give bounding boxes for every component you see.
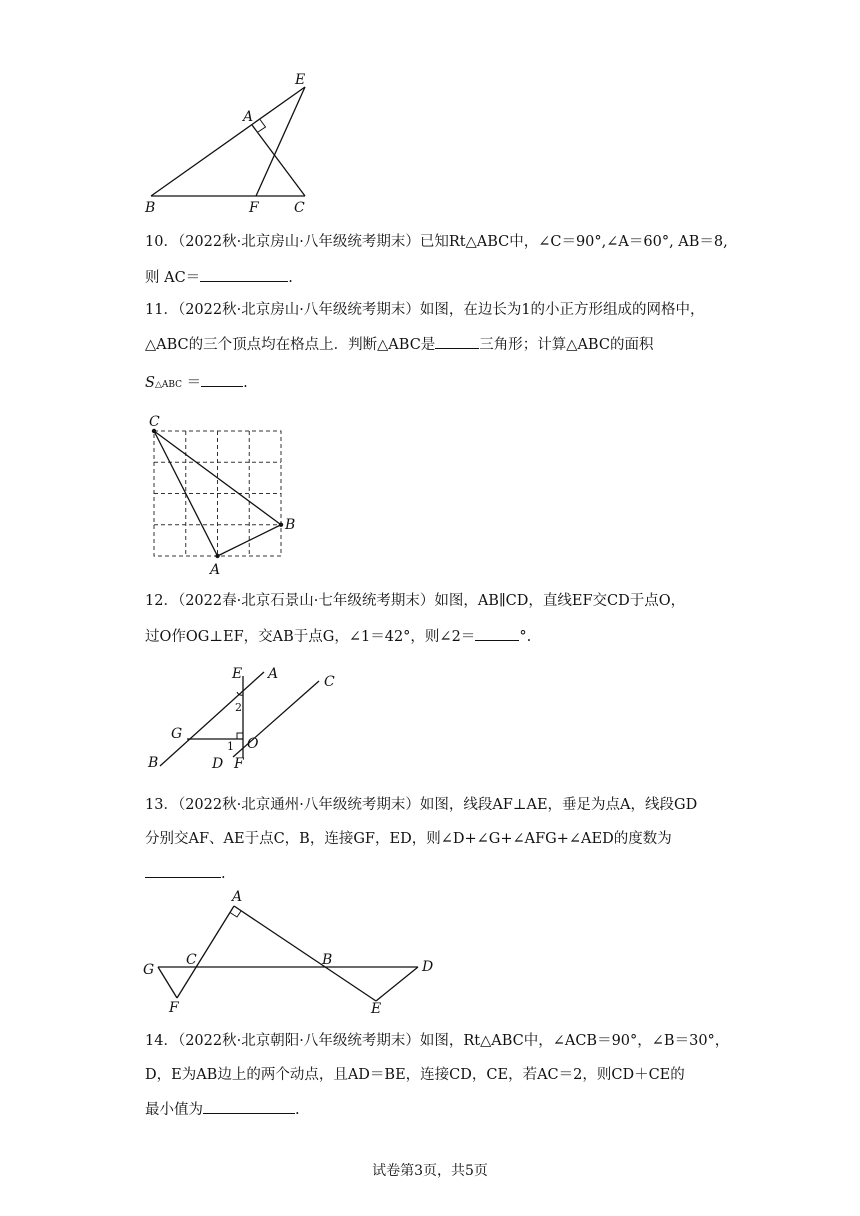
label-E: E	[232, 666, 243, 682]
segment-EF	[256, 87, 305, 196]
vertex-B	[279, 523, 283, 527]
q14-number: 14．	[145, 1033, 178, 1049]
label-E: E	[371, 1001, 382, 1017]
q10-source: （2022秋·北京房山·八年级统考期末）	[177, 234, 420, 250]
q11-source: （2022秋·北京房山·八年级统考期末）	[177, 302, 420, 318]
figure-q11-grid	[140, 410, 310, 580]
question-11	[145, 300, 725, 320]
question-12-line2	[145, 625, 725, 647]
q12-source: （2022春·北京石景山·七年级统考期末）	[177, 593, 435, 609]
label-E: E	[295, 72, 306, 88]
label-C: C	[324, 674, 335, 690]
label-angle-1: 1	[227, 740, 234, 753]
question-12	[145, 591, 725, 611]
label-D: D	[212, 756, 224, 772]
q13-text: 如图，线段AF⊥AE，垂足为点A，线段GD	[419, 797, 698, 813]
q14-source: （2022秋·北京朝阳·八年级统考期末）	[177, 1033, 420, 1049]
right-angle-mark	[230, 911, 241, 917]
right-angle-mark	[258, 120, 266, 133]
figure-q12	[140, 664, 360, 779]
q11-s-subscript: △ABC	[154, 380, 183, 390]
label-angle-2: 2	[235, 701, 242, 714]
q14-line2: D，E为AB边上的两个动点，且AD＝BE，连接CD，CE，若AC＝2，则CD＋CE的	[145, 1067, 685, 1083]
question-13	[145, 795, 725, 815]
segment-BE	[151, 87, 305, 196]
q12-number: 12．	[145, 593, 178, 609]
q10-end: .	[288, 270, 293, 286]
segment-ED	[376, 967, 418, 1001]
segment-GF	[158, 967, 177, 998]
question-10	[145, 232, 728, 252]
q11-end: .	[243, 375, 248, 391]
label-B: B	[145, 200, 156, 216]
label-D: D	[422, 959, 434, 975]
q10-line2: 则 AC＝	[145, 270, 201, 286]
question-13-line2	[145, 829, 725, 849]
label-B: B	[322, 952, 333, 968]
q11-line2b: 三角形；计算△ABC的面积	[479, 337, 654, 353]
label-F: F	[234, 756, 244, 772]
q10-number: 10．	[145, 234, 178, 250]
q10-text: 已知Rt△ABC中，∠C＝90°,∠A＝60°, AB＝8,	[419, 234, 728, 250]
label-O: O	[247, 736, 259, 752]
q13-end: .	[221, 866, 226, 882]
question-14-line3	[145, 1098, 725, 1120]
label-A: A	[243, 109, 254, 125]
q13-answer-blank[interactable]	[145, 862, 221, 878]
q11-s-symbol: S	[145, 375, 155, 391]
question-11-line2	[145, 333, 725, 355]
segment-AC	[252, 125, 305, 196]
figure-q13	[140, 885, 450, 1015]
q14-end: .	[295, 1102, 300, 1118]
q12-line2b: °.	[519, 629, 532, 645]
label-F: F	[249, 200, 259, 216]
label-G: G	[143, 962, 155, 978]
page-footer: 试卷第3页，共5页	[372, 1163, 488, 1179]
q11-line2a: △ABC的三个顶点均在格点上．判断△ABC是	[145, 337, 436, 353]
question-11-line3	[145, 371, 725, 395]
q12-text: 如图，AB∥CD，直线EF交CD于点O，	[434, 593, 686, 609]
q14-answer-blank[interactable]	[203, 1098, 295, 1114]
label-C: C	[294, 200, 305, 216]
q11-eq: ＝	[182, 375, 202, 391]
label-A: A	[232, 889, 243, 905]
label-A: A	[210, 562, 221, 578]
q12-line2a: 过O作OG⊥EF，交AB于点G，∠1＝42°，则∠2＝	[145, 629, 476, 645]
label-B: B	[285, 517, 296, 533]
q10-answer-blank[interactable]	[200, 266, 288, 282]
segment-AE	[234, 906, 376, 1001]
label-F: F	[169, 1000, 179, 1016]
q13-source: （2022秋·北京通州·八年级统考期末）	[177, 797, 420, 813]
q13-line2: 分别交AF、AE于点C，B，连接GF，ED，则∠D+∠G+∠AFG+∠AED的度数为	[145, 831, 672, 847]
label-A: A	[268, 666, 279, 682]
label-B: B	[148, 755, 159, 771]
q11-number: 11．	[145, 302, 178, 318]
question-13-line3	[145, 862, 725, 884]
label-G: G	[171, 726, 183, 742]
q11-answer-blank-2[interactable]	[201, 371, 243, 387]
label-C: C	[149, 414, 160, 430]
label-C: C	[186, 952, 197, 968]
q12-answer-blank[interactable]	[475, 625, 519, 641]
line-CD	[233, 681, 319, 757]
q13-number: 13．	[145, 797, 178, 813]
vertex-A	[215, 554, 219, 558]
question-14	[145, 1031, 730, 1051]
question-10-line2	[145, 266, 725, 288]
right-angle-mark	[237, 733, 243, 739]
q14-text: 如图，Rt△ABC中，∠ACB＝90°，∠B＝30°，	[419, 1033, 730, 1049]
q14-line3: 最小值为	[145, 1102, 203, 1118]
figure-q9	[140, 70, 340, 220]
q11-answer-blank-1[interactable]	[435, 333, 479, 349]
question-14-line2	[145, 1065, 725, 1085]
grid-lines	[154, 431, 281, 556]
q11-text: 如图，在边长为1的小正方形组成的网格中，	[419, 302, 705, 318]
